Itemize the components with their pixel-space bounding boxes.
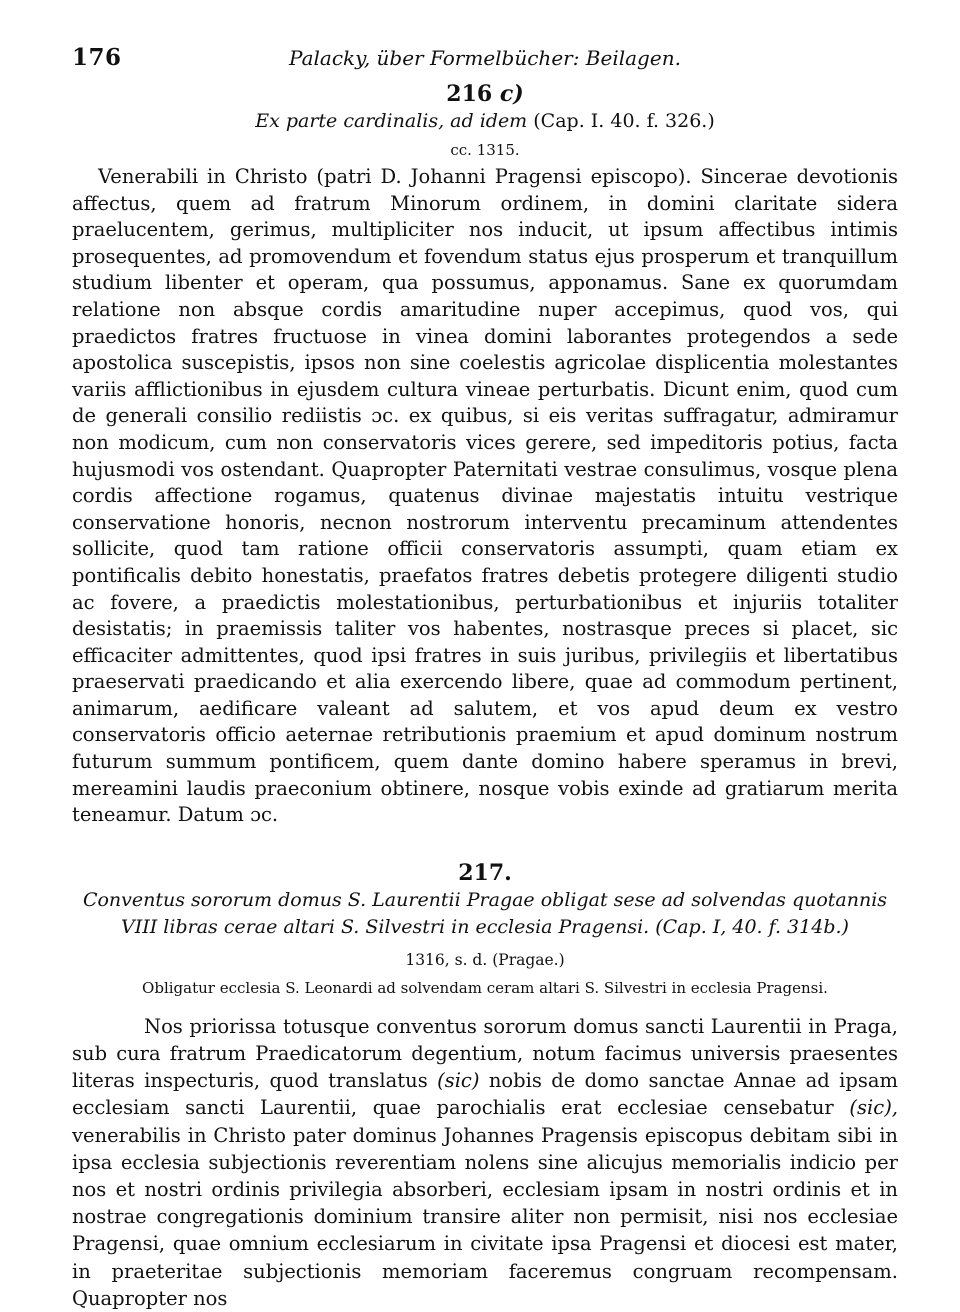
document-number-value: 216 [446,81,493,107]
document-number: 217. [458,859,512,886]
source-reference: (Cap. I. 40. f. 326.) [533,110,715,132]
document-title: Ex parte cardinalis, ad idem [255,110,528,132]
document-217 [72,859,898,1312]
running-head [72,44,898,80]
regest-summary: Obligatur ecclesia S. Leonardi ad solvendam ceram altari S. Silvestri in ecclesia Pragensi. [142,978,828,997]
page-number: 176 [72,44,122,71]
body-paragraph: Venerabili in Christo (patri D. Johanni Pragensi episcopo). Sincerae devotionis affectus, quem ad fratrum Minorum ordinem, in domini claritate sidera praelucentem, gerimus, multipliciter nos inducit, ut ipsum affectibus intimis prosequentes, ad promovendum et fovendum status ejus prosperum et tranquillum studium libenter et operam, qua possumus, apponamus. Sane ex quorumdam relatione non absque cordis amaritudine nuper accepimus, quod vos, qui praedictos fratres fructuose in vinea domini laborantes protegendos a sede apostolica suscepistis, ipsos non sine coelestis agricolae displicentia molestantes variis afflictionibus in ejusdem cultura vineae perturbatis. Dicunt enim, quod cum de generali consilio rediistis ɔc. ex quibus, si eis veritas suffragatur, admiramur non modicum, cum non conservatoris vices gerere, sed impeditoris potius, facta hujusmodi vos ostendant. Quapropter Paternitati vestrae consulimus, vosque plena cordis affectione rogamus, quatenus divinae majestatis intuitu vestrique conservatione honoris, necnon nostrorum interventu precaminum attendentes sollicite, quod tam ratione officii conservatoris assumpti, quam etiam ex pontificalis debito honestatis, praefatos fratres debetis protegere diligenti studio ac fovere, a praedictis molestationibus, perturbationibus et injuriis totaliter desistatis; in praemissis taliter vos habentes, nostrasque preces si placet, sic efficaciter admittentes, quod ipsi fratres in suis juribus, privilegiis et libertatibus praeservati praedicando et alia exercendo libere, quae ad commodum pertinent, animarum, aedificare valeant ad salutem, et vos apud deum ex vestro conservatoris officio aeternae retributionis praemium et apud dominum nostrum futurum summum pontificem, quem dante domino habere speramus in brevi, mereamini laudis praeconium obtinere, nosque vobis exinde ad gratiarum merita teneamur. Datum ɔc. [72,165,898,827]
document-number [72,80,898,108]
running-title: Palacky, über Formelbücher: Beilagen. [289,46,681,70]
document-heading [72,108,898,134]
source-reference: (Cap. I, 40. f. 314b.) [655,915,849,938]
document-page [72,44,898,1312]
sic-note: (sic), [849,1096,899,1120]
sic-note: (sic) [437,1069,480,1093]
document-number-suffix: c) [499,81,524,107]
body-text: nobis de domo sanctae Annae ad ipsam ecclesiam sancti Laurentii, quae parochialis erat ecclesiae censebatur [72,1069,898,1120]
document-heading [68,887,902,941]
document-date: cc. 1315. [450,141,520,159]
body-text: venerabilis in Christo pater dominus Johannes Pragensis episcopus debitam sibi in ipsa ecclesia subjectionis reverentiam nolens sine alicujus memorialis indicio per nos et nostri ordinis privilegia absorberi, ecclesiam ipsam in nostri ordinis et in nostrae congregationis dominium transire aliter non permisit, nisi nos ecclesiae Pragensi, quae omnium ecclesiarum in civitate ipsa Pragensi et diocesi est mater, in praeteritae subjectionis memoriam faceremus congruam recompensam. Quapropter nos [72,1123,898,1310]
document-216 [72,80,898,829]
body-paragraph [72,1013,898,1312]
body-text: Nos priorissa totusque conventus sororum domus sancti Laurentii in Praga, sub cura fratrum Praedicatorum degentium, notum facimus universis praesentes literas inspecturis, quod translatus [72,1014,898,1093]
document-title: Conventus sororum domus S. Laurentii Pragae obligat sese ad solvendas quotannis VIII libras cerae altari S. Silvestri in ecclesia Pragensi. [82,888,888,938]
document-date: 1316, s. d. (Pragae.) [405,950,565,969]
